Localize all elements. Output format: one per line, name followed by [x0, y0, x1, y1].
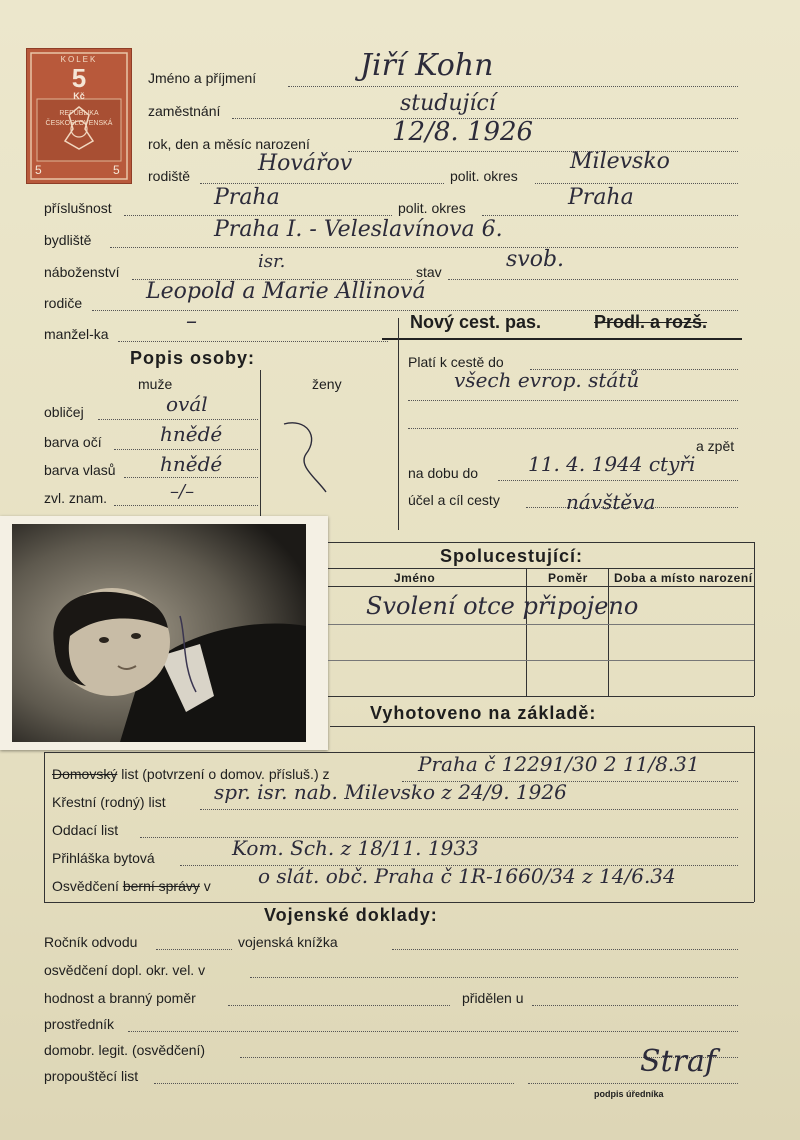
rank-line [228, 1005, 450, 1006]
basis-row-5-after: v [199, 878, 211, 894]
occupation-label: zaměstnání [148, 103, 221, 119]
residence-label: bydliště [44, 232, 92, 248]
purpose-value: návštěva [566, 490, 656, 514]
description-women-label: ženy [312, 376, 342, 392]
basis-row-2-line [200, 809, 738, 810]
eyes-label: barva očí [44, 434, 102, 450]
parents-value: Leopold a Marie Allinová [146, 279, 426, 304]
cert-label: osvědčení dopl. okr. vel. v [44, 962, 206, 978]
dob-line [348, 151, 738, 152]
face-value: ovál [166, 392, 208, 416]
marks-line [114, 505, 258, 506]
companions-top-rule [328, 542, 754, 543]
agent-label: prostředník [44, 1016, 115, 1032]
companions-header-name: Jméno [394, 571, 436, 585]
stamp-number-left: 5 [35, 163, 42, 177]
face-line [98, 419, 258, 420]
legit-label: domobr. legit. (osvědčení) [44, 1042, 206, 1058]
spouse-value: – [186, 309, 197, 334]
cit-district-value: Praha [568, 185, 634, 210]
companions-bottom-rule [328, 696, 754, 697]
stamp-number-right: 5 [113, 163, 120, 177]
basis-row-5-struck: berní správy [122, 878, 200, 894]
valid-line-3 [408, 428, 738, 429]
birthplace-value: Hovářov [258, 151, 353, 176]
residence-line [110, 247, 738, 248]
discharge-line [154, 1083, 514, 1084]
eyes-value: hnědé [160, 422, 223, 446]
face-label: obličej [44, 404, 84, 420]
basis-top-rule [330, 726, 754, 727]
basis-left-rule [44, 752, 45, 902]
new-passport-label: Nový cest. pas. [410, 312, 542, 332]
description-men-label: muže [138, 376, 173, 392]
birth-district-value: Milevsko [570, 149, 670, 174]
residence-value: Praha I. - Veleslavínova 6. [214, 217, 503, 242]
basis-row-1-value: Praha č 12291/30 2 11/8.31 [418, 752, 700, 776]
description-divider [260, 370, 261, 516]
citizenship-value: Praha [214, 185, 280, 210]
companions-row-rule-2 [328, 660, 754, 661]
valid-label: Platí k cestě do [408, 354, 504, 370]
class-line [156, 949, 232, 950]
women-column-scribble [276, 414, 336, 498]
companions-header-relation: Poměr [548, 571, 588, 585]
name-value: Jiří Kohn [360, 48, 494, 83]
marks-value: –/– [170, 481, 195, 502]
military-title: Vojenské doklady: [264, 905, 438, 925]
valid-value: všech evrop. států [454, 368, 640, 392]
citizenship-line [124, 215, 392, 216]
spouse-label: manžel-ka [44, 326, 109, 342]
official-signature: Straf [640, 1044, 716, 1079]
passport-divider [398, 318, 399, 530]
period-line [498, 480, 738, 481]
basis-row-5-label [52, 878, 211, 894]
companions-col-divider-2 [608, 568, 609, 696]
class-label: Ročník odvodu [44, 934, 138, 950]
period-value: 11. 4. 1944 ctyři [528, 452, 696, 476]
companions-header-birth: Doba a místo narození [614, 571, 753, 585]
companions-note: Svolení otce připojeno [366, 592, 639, 620]
hair-line [124, 477, 258, 478]
cit-district-label: polit. okres [398, 200, 466, 216]
cert-line [250, 977, 738, 978]
status-line [448, 279, 738, 280]
birth-district-line [535, 183, 738, 184]
rank-label: hodnost a branný poměr [44, 990, 196, 1006]
basis-row-4-value: Kom. Sch. z 18/11. 1933 [232, 836, 479, 860]
purpose-label: účel a cíl cesty [408, 492, 500, 508]
basis-row-2-label: Křestní (rodný) list [52, 794, 166, 810]
assigned-line [532, 1005, 738, 1006]
basis-row-4-label: Přihláška bytová [52, 850, 155, 866]
basis-row-5-value: o slát. obč. Praha č 1R-1660/34 z 14/6.34 [258, 864, 676, 888]
passport-photo [0, 516, 328, 750]
companions-row-rule-1 [328, 624, 754, 625]
basis-row-2-value: spr. isr. nab. Milevsko z 24/9. 1926 [214, 780, 567, 804]
dob-label: rok, den a měsíc narození [148, 136, 310, 152]
name-line [288, 86, 738, 87]
basis-row-5-text: Osvědčení [52, 878, 119, 894]
signature-label: podpis úředníka [594, 1089, 664, 1099]
passport-top-rule [382, 338, 742, 340]
stamp-unit: Kč [73, 91, 85, 101]
companions-header-rule-bottom [328, 586, 754, 587]
hair-value: hnědé [160, 452, 223, 476]
birthplace-label: rodiště [148, 168, 191, 184]
dob-value: 12/8. 1926 [392, 117, 534, 147]
stamp-side-text: REPUBLIKA ČESKOSLOVENSKÁ [45, 110, 113, 127]
extend-passport-label: Prodl. a rozš. [594, 312, 708, 332]
book-line [392, 949, 738, 950]
stamp-top-text: KOLEK [60, 55, 98, 64]
marks-label: zvl. znam. [44, 490, 108, 506]
hair-label: barva vlasů [44, 462, 116, 478]
discharge-label: propouštěcí list [44, 1068, 139, 1084]
citizenship-label: příslušnost [44, 200, 112, 216]
birthplace-line [200, 183, 444, 184]
agent-line [128, 1031, 738, 1032]
companions-title: Spolucestující: [440, 546, 584, 566]
valid-line-2 [408, 400, 738, 401]
revenue-stamp [26, 48, 132, 184]
book-label: vojenská knížka [238, 934, 338, 950]
parents-label: rodiče [44, 295, 83, 311]
companions-col-divider-1 [526, 568, 527, 696]
status-label: stav [416, 264, 442, 280]
portrait-image [0, 516, 328, 750]
status-value: svob. [506, 247, 565, 272]
back-label: a zpět [696, 438, 735, 454]
eyes-line [114, 449, 258, 450]
birth-district-label: polit. okres [450, 168, 518, 184]
assigned-label: přidělen u [462, 990, 524, 1006]
basis-bottom-rule [44, 902, 754, 903]
basis-row-1-text: list (potvrzení o domov. přísluš.) z [117, 766, 330, 782]
basis-title: Vyhotoveno na základě: [370, 703, 597, 723]
basis-row-1-struck: Domovský [52, 766, 118, 782]
cit-district-line [482, 215, 738, 216]
description-title: Popis osoby: [130, 348, 256, 368]
religion-value: isr. [258, 251, 286, 272]
name-label: Jméno a příjmení [148, 70, 257, 86]
signature-line [528, 1083, 738, 1084]
basis-right-rule [754, 726, 755, 902]
companions-header-rule-top [328, 568, 754, 569]
occupation-value: studující [400, 91, 496, 116]
companions-right-rule [754, 542, 755, 696]
religion-label: náboženství [44, 264, 120, 280]
period-label: na dobu do [408, 465, 479, 481]
spouse-line [118, 341, 388, 342]
stamp-value: 5 [71, 63, 87, 93]
basis-row-3-label: Oddací list [52, 822, 119, 838]
